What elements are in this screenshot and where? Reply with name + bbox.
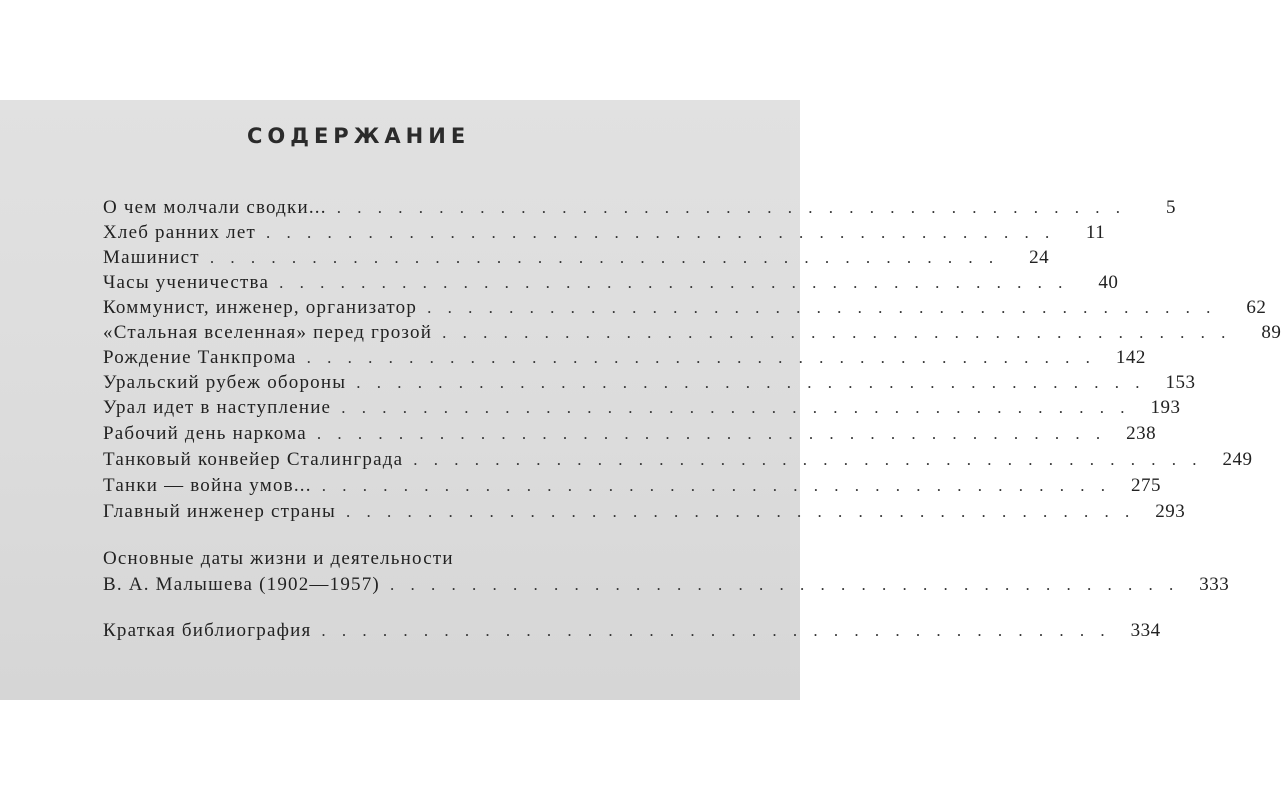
bibliography-entry — [103, 620, 1161, 644]
toc-entry-page: 89 — [1261, 322, 1281, 343]
toc-entry-page: 249 — [1222, 449, 1253, 470]
toc-entry-title: Уральский рубеж обороны — [103, 372, 347, 393]
dot-leader: . . . . . . . . . . . . . . . . . . . . . . . . . . . . . . . . . . . . . . . — [306, 348, 1096, 367]
toc-entry-title: Главный инженер страны — [103, 501, 337, 522]
toc-entry-title: Рождение Танкпрома — [103, 347, 297, 368]
toc-entry-page: 5 — [1165, 197, 1176, 218]
dates-entry-line2: В. А. Малышева (1902—1957) — [103, 574, 380, 595]
toc-entry-title: Часы ученичества — [103, 272, 270, 293]
toc-entry — [103, 197, 1176, 221]
dot-leader: . . . . . . . . . . . . . . . . . . . . . . . . . . . . . . . . . . . . . . . — [346, 502, 1136, 521]
dates-entry-page: 333 — [1199, 574, 1230, 595]
dot-leader: . . . . . . . . . . . . . . . . . . . . . . . . . . . . . . . . . . . . . . . — [279, 273, 1069, 292]
dot-leader: . . . . . . . . . . . . . . . . . . . . . . . . . . . . . . . . . . . . . . . — [413, 450, 1203, 469]
toc-entry-page: 275 — [1130, 475, 1161, 496]
toc-entry — [103, 297, 1267, 321]
toc-entry-page: 153 — [1165, 372, 1196, 393]
toc-entry — [103, 423, 1157, 447]
toc-entry-page: 238 — [1126, 423, 1157, 444]
toc-entry-title: «Стальная вселенная» перед грозой — [103, 322, 433, 343]
toc-entry — [103, 397, 1181, 421]
dot-leader: . . . . . . . . . . . . . . . . . . . . . . . . . . . . . . . . . . . . . . . — [336, 198, 1126, 217]
bibliography-title: Краткая библиография — [103, 620, 312, 641]
dot-leader: . . . . . . . . . . . . . . . . . . . . . . . . . . . . . . . . . . . . . . . — [316, 424, 1107, 443]
dot-leader: . . . . . . . . . . . . . . . . . . . . . . . . . . . . . . . . . . . . . . . — [341, 398, 1131, 417]
toc-entry-title: Коммунист, инженер, организатор — [103, 297, 418, 318]
toc-entry-page: 193 — [1150, 397, 1181, 418]
toc-entry-title: Танковый конвейер Сталинграда — [103, 449, 404, 470]
toc-entry-title: Рабочий день наркома — [103, 423, 307, 444]
toc-entry-page: 24 — [1029, 247, 1050, 268]
toc-entry — [103, 501, 1186, 525]
dot-leader: . . . . . . . . . . . . . . . . . . . . . . . . . . . . . . . . . . . . . . . — [321, 476, 1111, 495]
dot-leader: . . . . . . . . . . . . . . . . . . . . . . . . . . . . . . . . . . . . . . . — [389, 575, 1180, 594]
toc-entry — [103, 449, 1253, 473]
toc-entry — [103, 247, 1050, 271]
toc-entry — [103, 347, 1146, 371]
toc-entry-page: 293 — [1155, 501, 1186, 522]
toc-entry-title: Урал идет в наступление — [103, 397, 332, 418]
toc-entry-page: 142 — [1115, 347, 1146, 368]
dot-leader: . . . . . . . . . . . . . . . . . . . . . . . . . . . . . . . . . . . . . . . — [356, 373, 1146, 392]
toc-entry-page: 11 — [1085, 222, 1106, 243]
toc-entry — [103, 372, 1196, 396]
contents-title: СОДЕРЖАНИЕ — [247, 124, 471, 148]
dates-entry — [103, 574, 1230, 598]
toc-entry-page: 62 — [1246, 297, 1267, 318]
toc-entry — [103, 475, 1161, 499]
toc-entry — [103, 222, 1106, 246]
toc-entry — [103, 272, 1119, 296]
dot-leader: . . . . . . . . . . . . . . . . . . . . . . . . . . . . . . . . . . . . . . . — [442, 323, 1232, 342]
toc-entry-title: Хлеб ранних лет — [103, 222, 256, 243]
dates-entry-line1: Основные даты жизни и деятельности — [103, 548, 454, 569]
toc-entry-title: О чем молчали сводки... — [103, 197, 327, 218]
dot-leader: . . . . . . . . . . . . . . . . . . . . . . . . . . . . . . . . . . . . . . . — [209, 248, 1000, 267]
toc-entry-title: Машинист — [103, 247, 200, 268]
toc-entry — [103, 322, 1281, 346]
dot-leader: . . . . . . . . . . . . . . . . . . . . . . . . . . . . . . . . . . . . . . . — [321, 621, 1111, 640]
bibliography-page: 334 — [1130, 620, 1161, 641]
dot-leader: . . . . . . . . . . . . . . . . . . . . . . . . . . . . . . . . . . . . . . . — [265, 223, 1056, 242]
toc-entry-page: 40 — [1098, 272, 1119, 293]
toc-entry-title: Танки — война умов... — [103, 475, 312, 496]
dot-leader: . . . . . . . . . . . . . . . . . . . . . . . . . . . . . . . . . . . . . . . — [427, 298, 1217, 317]
